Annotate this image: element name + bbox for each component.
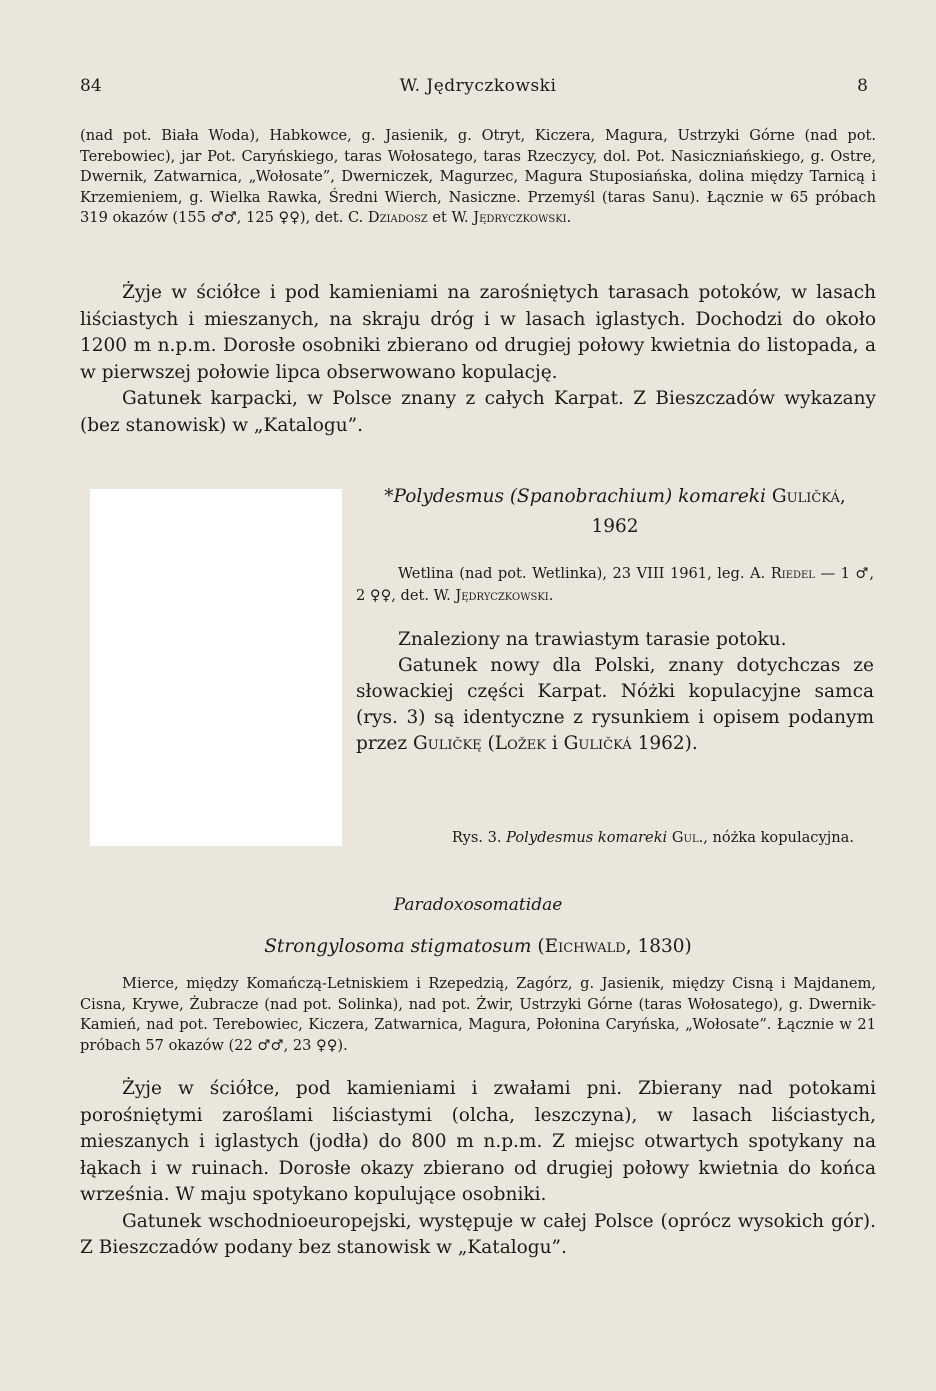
record-end: . [548,587,554,604]
caption-label: Rys. 3. [451,829,507,846]
para-text-a: Gatunek nowy dla Polski, znany dotychczas ze słowackiej części Karpat. Nóżki kopulacyjne samca (rys. 3) są identyczne z rysunkiem i opisem podanym przez [356,655,874,754]
det-end: . [566,209,572,226]
det-name-dziadosz: Dziadosz [367,209,428,226]
species-record [356,563,874,607]
figure-caption [356,829,854,846]
records-paragraph-2 [80,974,876,1056]
species-year: 1962 [591,516,639,537]
record-mid: — 1 ♂, 2 ♀♀, det. W. [356,565,874,604]
habitat-paragraph: Znaleziony na trawiastym tarasie potoku. [398,629,787,650]
species-name: *Polydesmus (Spanobrachium) komareki [384,486,766,507]
author-gulicka: Guličká [563,733,632,754]
ecology-section-1 [80,280,876,439]
caption-author: Gul. [667,829,704,846]
caption-text: , nóżka kopulacyjna. [703,829,854,846]
running-header [80,76,876,100]
page-number: 84 [80,76,102,96]
para-text-d: 1962). [631,733,698,754]
author-lozek: Ložek [494,733,546,754]
det-connector: et W. [427,209,474,226]
species2-distribution: Gatunek wschodnioeuropejski, występuje w całej Polsce (oprócz wysokich gór). Z Bieszczadów podany bez stanowisk w „Katalogu”. [80,1210,876,1258]
species2-paren-open: ( [531,936,545,957]
species-author: Guličká, [771,486,846,507]
species-body [356,627,874,757]
new-species-paragraph [356,653,874,757]
para-text-c: i [545,733,564,754]
species-heading-strongylosoma [80,936,876,957]
species2-year: , 1830) [625,936,692,957]
running-title: W. Jędryczkowski [399,76,557,96]
species2-name: Strongylosoma stigmatosum [264,936,532,957]
para-text-b: ( [481,733,495,754]
caption-species: Polydesmus komareki [506,829,668,846]
det-name-jedryczkowski: Jędryczkowski [473,209,567,226]
record-det-name: Jędryczkowski [455,587,549,604]
figure-3-placeholder [90,489,342,846]
species2-records: Mierce, między Komańczą-Letniskiem i Rzepedzią, Zagórz, g. Jasienik, między Cisną i Majdanem, Cisna, Krywe, Żubracze (nad pot. Solinka), nad pot. Żwir, Ustrzyki Górne (taras Wołosatego), g. Dwernik-Kamień, nad pot. Terebowiec, Kiczera, Zatwarnica, Magura, Połonina Caryńska, „Wołosate”. Łącznie w 21 próbach 57 okazów (22 ♂♂, 23 ♀♀). [80,975,876,1054]
family-heading: Paradoxosomatidae [393,895,563,915]
species-heading-polydesmus [356,482,874,542]
distribution-paragraph: Gatunek karpacki, w Polsce znany z całych Karpat. Z Bieszczadów wykazany (bez stanowisk) w „Katalogu”. [80,388,876,436]
ecology-paragraph: Żyje w ściółce i pod kamieniami na zarośniętych tarasach potoków, w lasach liściastych i mieszanych, na skraju dróg i w lasach iglastych. Dochodzi do około 1200 m n.p.m. Dorosłe osobniki zbierano od drugiej połowy kwietnia do listopada, a w pierwszej połowie lipca obserwowano kopulację. [80,282,876,383]
author-gulicke: Guličkę [413,733,482,754]
record-text: Wetlina (nad pot. Wetlinka), 23 VIII 1961, leg. A. [398,565,771,582]
leg-name: Riedel [770,565,815,582]
species2-ecology: Żyje w ściółce, pod kamieniami i zwałami pni. Zbierany nad potokami porośniętymi zaroślami liściastymi (olcha, leszczyna), w lasach liściastych, mieszanych i iglastych (jodła) do 800 m n.p.m. Z miejsc otwartych spotykany na łąkach i w ruinach. Dorosłe okazy zbierano od drugiej połowy kwietnia do końca września. W maju spotykano kopulujące osobniki. [80,1078,876,1205]
records-text: (nad pot. Biała Woda), Habkowce, g. Jasienik, g. Otryt, Kiczera, Magura, Ustrzyki Górne (nad pot. Terebowiec), jar Pot. Caryńskiego, taras Wołosatego, taras Rzeczycy, dol. Pot. Nasiczniańskiego, g. Ostre, Dwernik, Zatwarnica, „Wołosate”, Dwerniczek, Magurzec, Magura Stuposiańska, dolina między Tarnicą i Krzemieniem, g. Wielka Rawka, Średni Wierch, Nasiczne. Przemyśl (taras Sanu). Łącznie w 65 próbach 319 okazów (155 ♂♂, 125 ♀♀), det. C. [80,127,876,226]
records-paragraph-1 [80,126,876,229]
ecology-section-2 [80,1076,876,1262]
corner-mark: 8 [857,76,868,96]
species2-author: Eichwald [544,936,626,957]
